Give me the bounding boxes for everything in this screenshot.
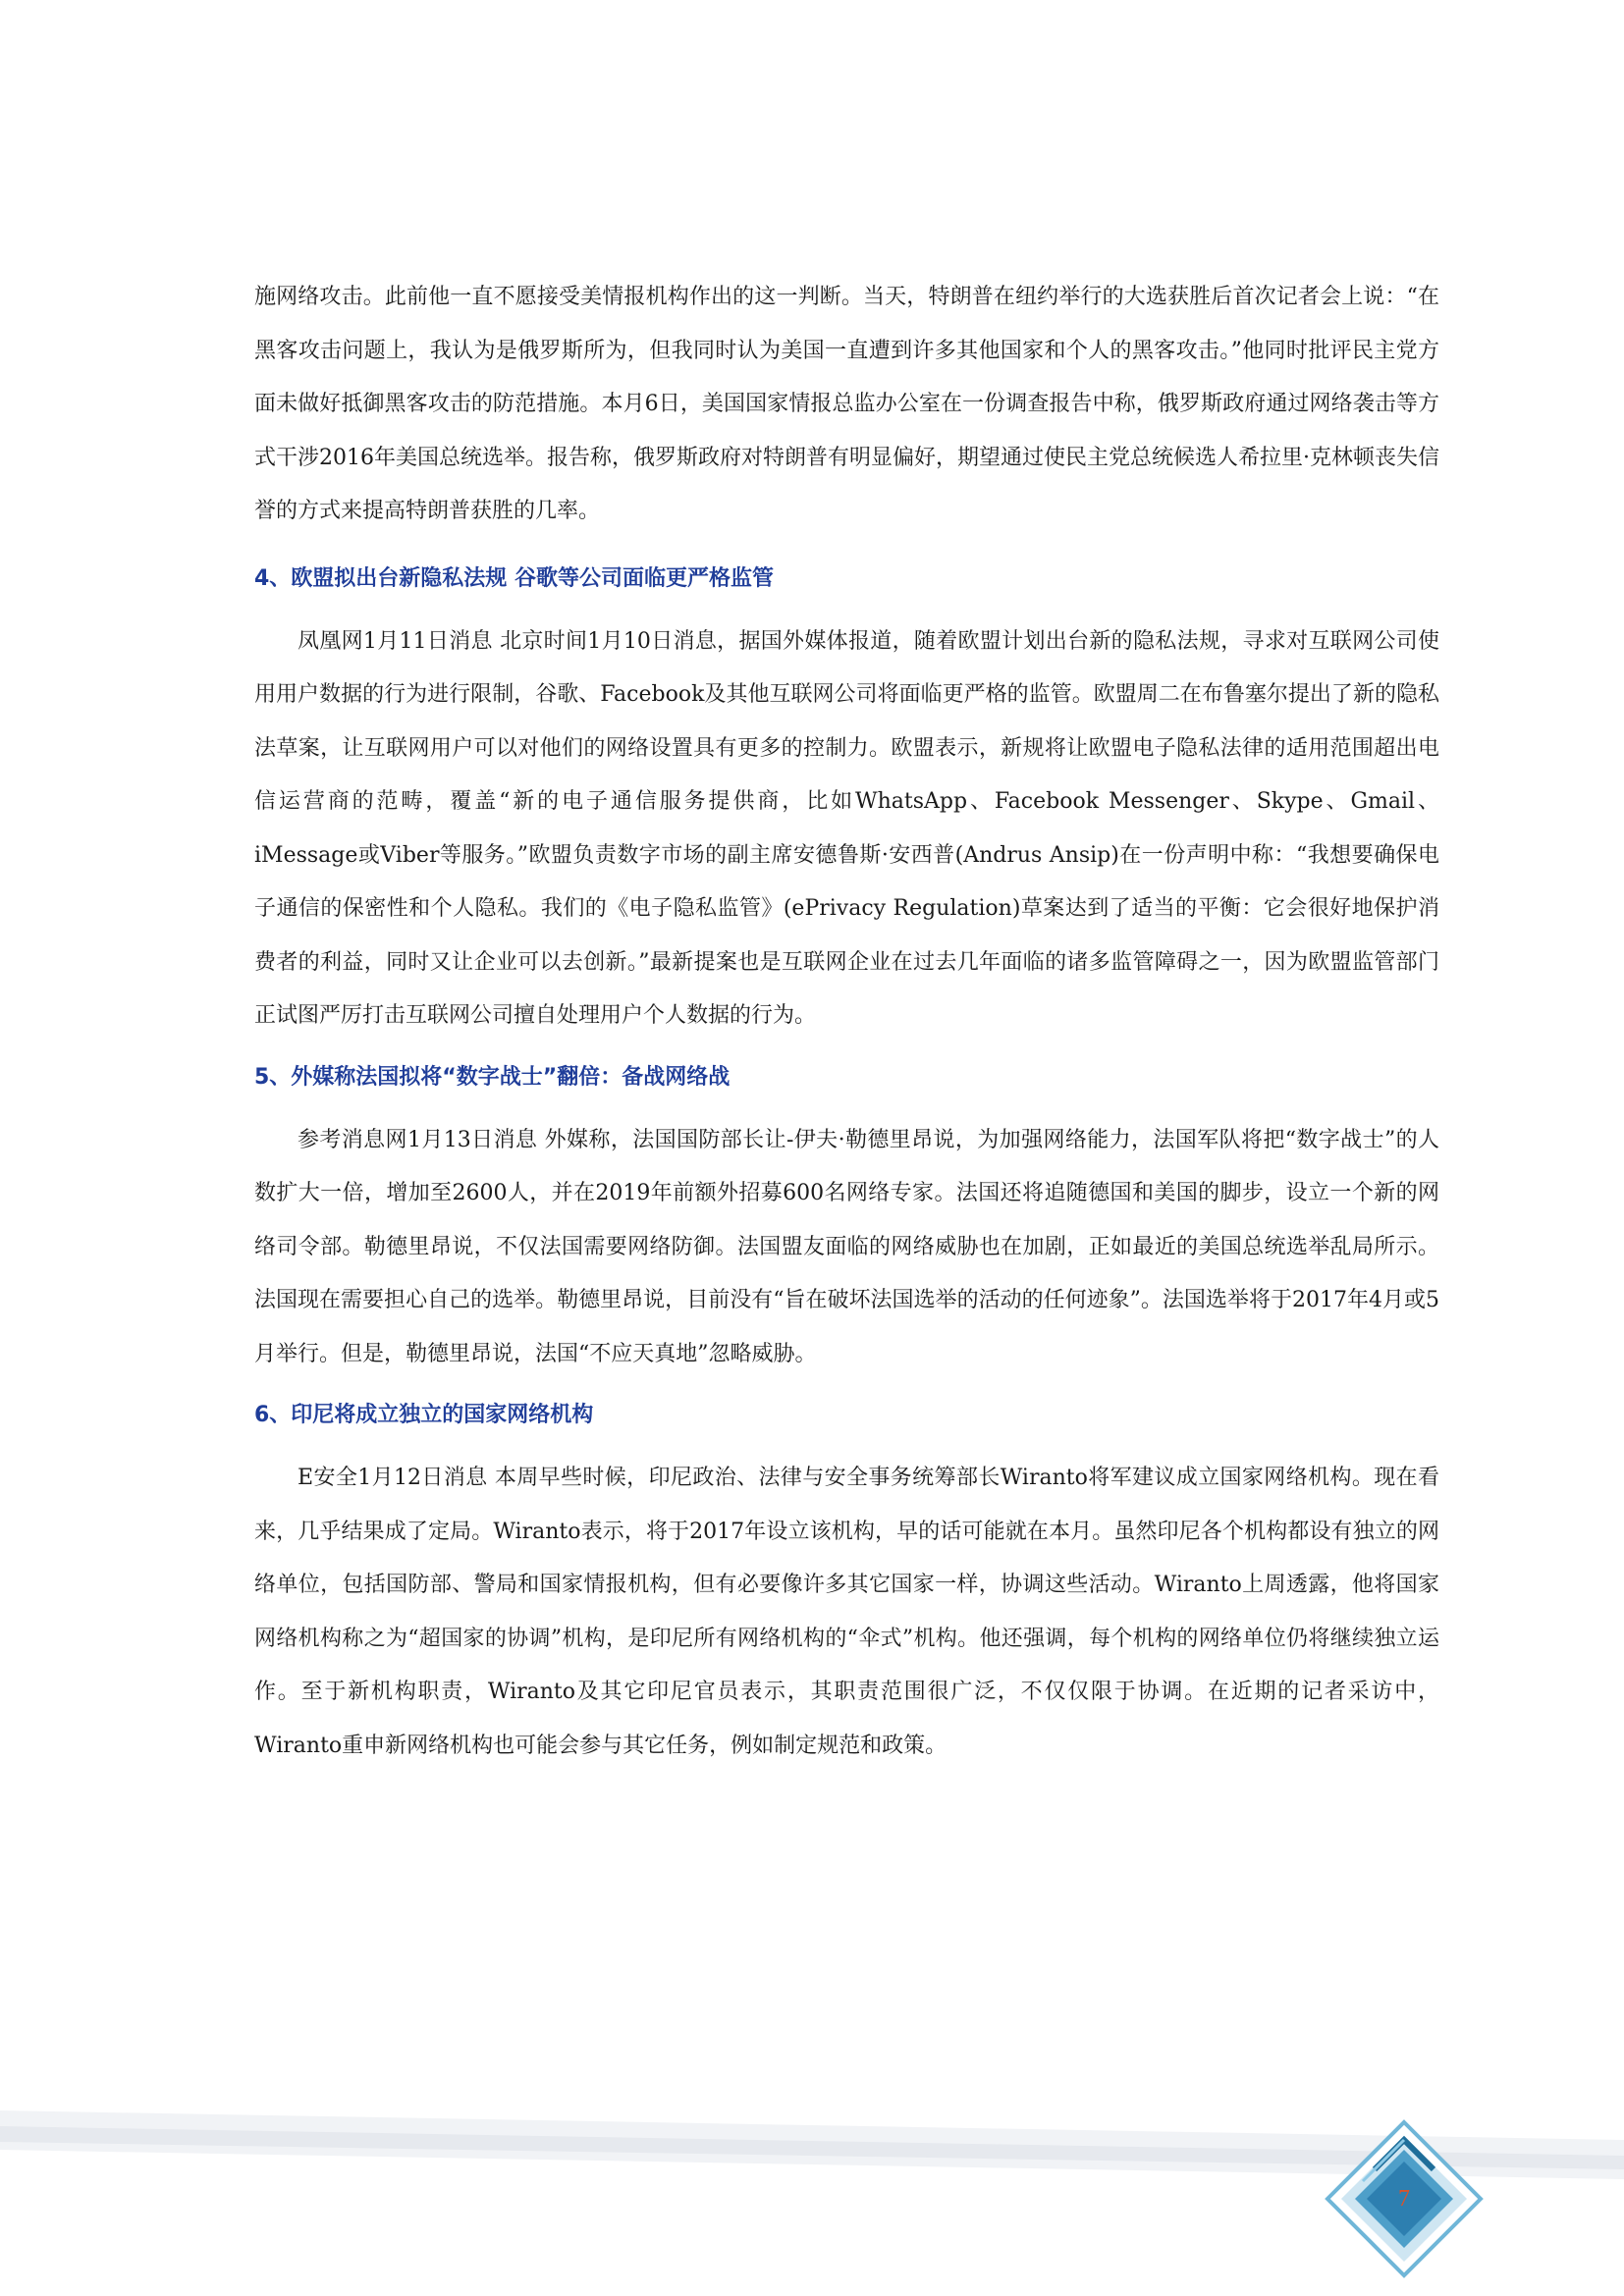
page-number: 7 [1398, 2186, 1410, 2212]
paragraph-section-6: E安全1月12日消息 本周早些时候，印尼政治、法律与安全事务统筹部长Wiranto将军建议成立国家网络机构。现在看来，几乎结果成了定局。Wiranto表示，将于2017年设立该机构，早的话可能就在本月。虽然印尼各个机构都设有独立的网络单位，包括国防部、警局和国家情报机构，但有必要像许多其它国家一样，协调这些活动。Wiranto上周透露，他将国家网络机构称之为“超国家的协调”机构，是印尼所有网络机构的“伞式”机构。他还强调，每个机构的网络单位仍将继续独立运作。至于新机构职责，Wiranto及其它印尼官员表示，其职责范围很广泛，不仅仅限于协调。在近期的记者采访中，Wiranto重申新网络机构也可能会参与其它任务，例如制定规范和政策。 [254, 1466, 1439, 1758]
document-body [254, 271, 1439, 1773]
paragraph-intro: 施网络攻击。此前他一直不愿接受美情报机构作出的这一判断。当天，特朗普在纽约举行的大选获胜后首次记者会上说：“在黑客攻击问题上，我认为是俄罗斯所为，但我同时认为美国一直遭到许多其他国家和个人的黑客攻击。”他同时批评民主党方面未做好抵御黑客攻击的防范措施。本月6日，美国国家情报总监办公室在一份调查报告中称，俄罗斯政府通过网络袭击等方式干涉2016年美国总统选举。报告称，俄罗斯政府对特朗普有明显偏好，期望通过使民主党总统候选人希拉里·克林顿丧失信誉的方式来提高特朗普获胜的几率。 [254, 285, 1439, 523]
paragraph-section-4: 凤凰网1月11日消息 北京时间1月10日消息，据国外媒体报道，随着欧盟计划出台新的隐私法规，寻求对互联网公司使用用户数据的行为进行限制，谷歌、Facebook及其他互联网公司将面临更严格的监管。欧盟周二在布鲁塞尔提出了新的隐私法草案，让互联网用户可以对他们的网络设置具有更多的控制力。欧盟表示，新规将让欧盟电子隐私法律的适用范围超出电信运营商的范畴，覆盖“新的电子通信服务提供商，比如WhatsApp、Facebook Messenger、Skype、Gmail、iMessage或Viber等服务。”欧盟负责数字市场的副主席安德鲁斯·安西普(Andrus Ansip)在一份声明中称：“我想要确保电子通信的保密性和个人隐私。我们的《电子隐私监管》(ePrivacy Regulation)草案达到了适当的平衡：它会很好地保护消费者的利益，同时又让企业可以去创新。”最新提案也是互联网企业在过去几年面临的诸多监管障碍之一，因为欧盟监管部门正试图严厉打击互联网公司擅自处理用户个人数据的行为。 [254, 628, 1439, 1028]
paragraph-section-5: 参考消息网1月13日消息 外媒称，法国国防部长让-伊夫·勒德里昂说，为加强网络能力，法国军队将把“数字战士”的人数扩大一倍，增加至2600人，并在2019年前额外招募600名网络专家。法国还将追随德国和美国的脚步，设立一个新的网络司令部。勒德里昂说，不仅法国需要网络防御。法国盟友面临的网络威胁也在加剧，正如最近的美国总统选举乱局所示。法国现在需要担心自己的选举。勒德里昂说，目前没有“旨在破坏法国选举的活动的任何迹象”。法国选举将于2017年4月或5月举行。但是，勒德里昂说，法国“不应天真地”忽略威胁。 [254, 1127, 1439, 1366]
section-heading-5: 5、外媒称法国拟将“数字战士”翻倍：备战网络战 [254, 1064, 731, 1090]
section-heading-6: 6、印尼将成立独立的国家网络机构 [254, 1403, 594, 1427]
section-heading-4: 4、欧盟拟出台新隐私法规 谷歌等公司面临更严格监管 [254, 565, 774, 591]
